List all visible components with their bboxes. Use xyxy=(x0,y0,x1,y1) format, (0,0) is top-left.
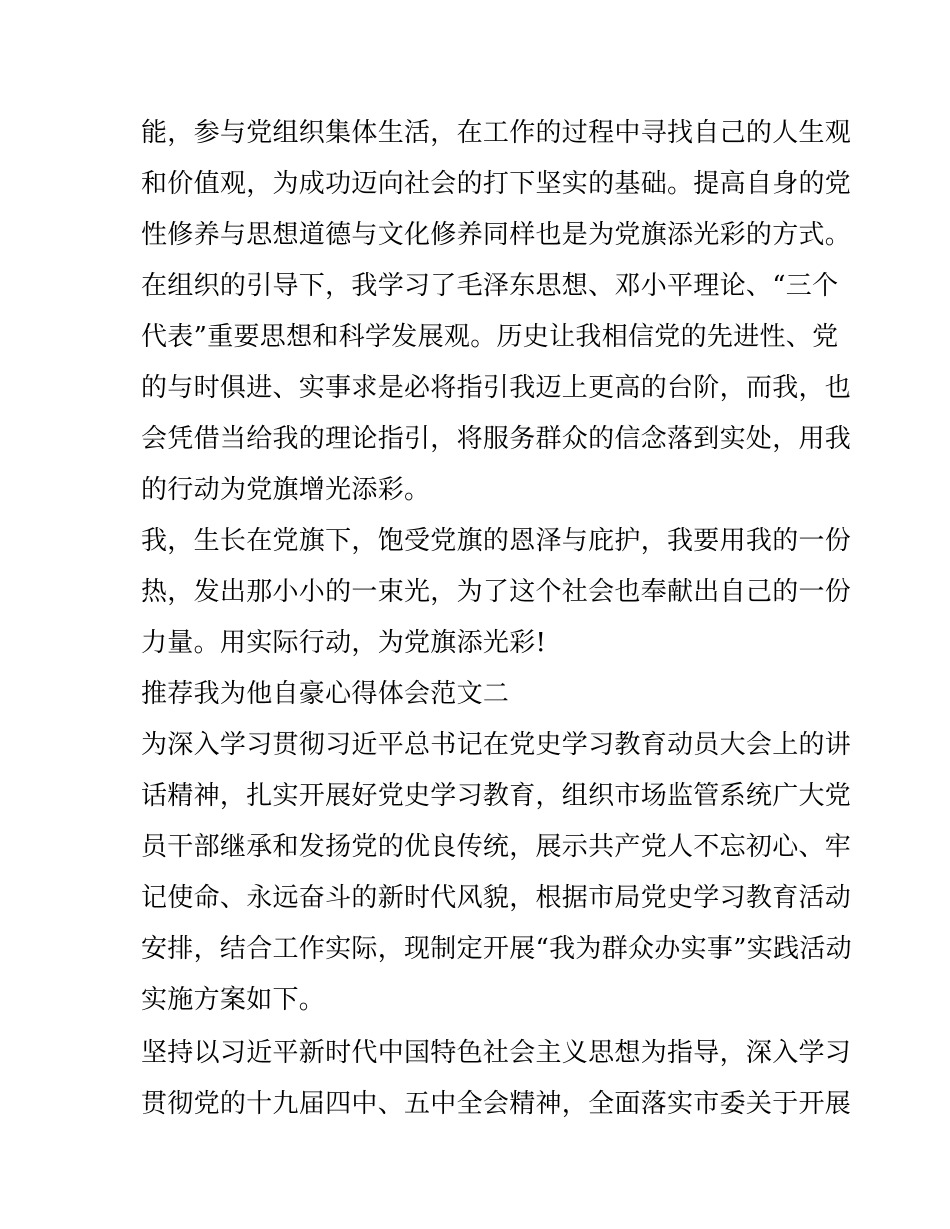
text-line: 我，生长在党旗下，饱受党旗的恩泽与庇护，我要用我的一份 xyxy=(141,526,852,556)
text-line: 能，参与党组织集体生活，在工作的过程中寻找自己的人生观 xyxy=(141,118,852,148)
text-line: 坚持以习近平新时代中国特色社会主义思想为指导，深入学习 xyxy=(141,1038,852,1068)
text-line: 的与时俱进、实事求是必将指引我迈上更高的台阶，而我，也 xyxy=(141,373,852,403)
section-heading: 推荐我为他自豪心得体会范文二 xyxy=(141,679,510,709)
text-line: 和价值观，为成功迈向社会的打下坚实的基础。提高自身的党 xyxy=(141,169,852,199)
text-line: 会凭借当给我的理论指引，将服务群众的信念落到实处，用我 xyxy=(141,424,852,454)
text-line: 实施方案如下。 xyxy=(141,985,326,1015)
text-line: 热，发出那小小的一束光，为了这个社会也奉献出自己的一份 xyxy=(141,577,852,607)
text-line: 贯彻党的十九届四中、五中全会精神，全面落实市委关于开展 xyxy=(141,1089,852,1119)
text-line: 话精神，扎实开展好党史学习教育，组织市场监管系统广大党 xyxy=(141,781,852,811)
text-line: 性修养与思想道德与文化修养同样也是为党旗添光彩的方式。 xyxy=(141,220,852,250)
text-line: 的行动为党旗增光添彩。 xyxy=(141,475,431,505)
text-line: 在组织的引导下，我学习了毛泽东思想、邓小平理论、“三个 xyxy=(141,271,839,301)
text-line: 员干部继承和发扬党的优良传统，展示共产党人不忘初心、牢 xyxy=(141,832,852,862)
text-line: 记使命、永远奋斗的新时代风貌，根据市局党史学习教育活动 xyxy=(141,883,852,913)
document-body xyxy=(141,108,852,1130)
text-line: 代表”重要思想和科学发展观。历史让我相信党的先进性、党 xyxy=(141,322,839,352)
text-line: 力量。用实际行动，为党旗添光彩! xyxy=(141,628,547,658)
text-line: 为深入学习贯彻习近平总书记在党史学习教育动员大会上的讲 xyxy=(141,730,852,760)
text-line: 安排，结合工作实际，现制定开展“我为群众办实事”实践活动 xyxy=(141,934,852,964)
